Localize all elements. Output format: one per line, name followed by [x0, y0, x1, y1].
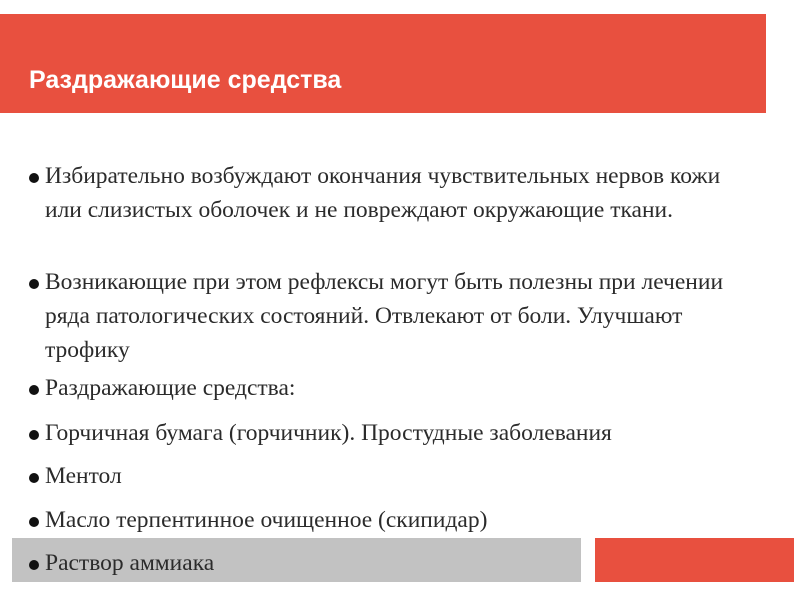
bullet-item [29, 159, 749, 227]
bullet-text: Ментол [45, 463, 122, 489]
bullet-text: Масло терпентинное очищенное (скипидар) [45, 507, 488, 533]
bullet-item [29, 546, 749, 580]
bullet-item [29, 265, 749, 367]
bullet-dot-icon [29, 173, 39, 183]
bullet-text: Раствор аммиака [45, 550, 215, 576]
bullet-text: Избирательно возбуждают окончания чувствительных нервов кожи или слизистых оболочек и не повреждают окружающие ткани. [45, 163, 721, 223]
bullet-item [29, 459, 749, 493]
bullet-item [29, 503, 749, 537]
bullet-dot-icon [29, 385, 39, 395]
bullet-text: Раздражающие средства: [45, 375, 296, 401]
bullet-dot-icon [29, 473, 39, 483]
bullet-text: Возникающие при этом рефлексы могут быть полезны при лечении ряда патологических состояний. Отвлекают от боли. Улучшают трофику [45, 269, 724, 363]
bullet-dot-icon [29, 430, 39, 440]
bullet-dot-icon [29, 560, 39, 570]
bullet-item [29, 371, 749, 405]
bullet-text: Горчичная бумага (горчичник). Простудные заболевания [45, 420, 612, 446]
bullet-dot-icon [29, 279, 39, 289]
bullet-item [29, 416, 749, 450]
bullet-dot-icon [29, 517, 39, 527]
slide-title: Раздражающие средства [29, 66, 342, 94]
